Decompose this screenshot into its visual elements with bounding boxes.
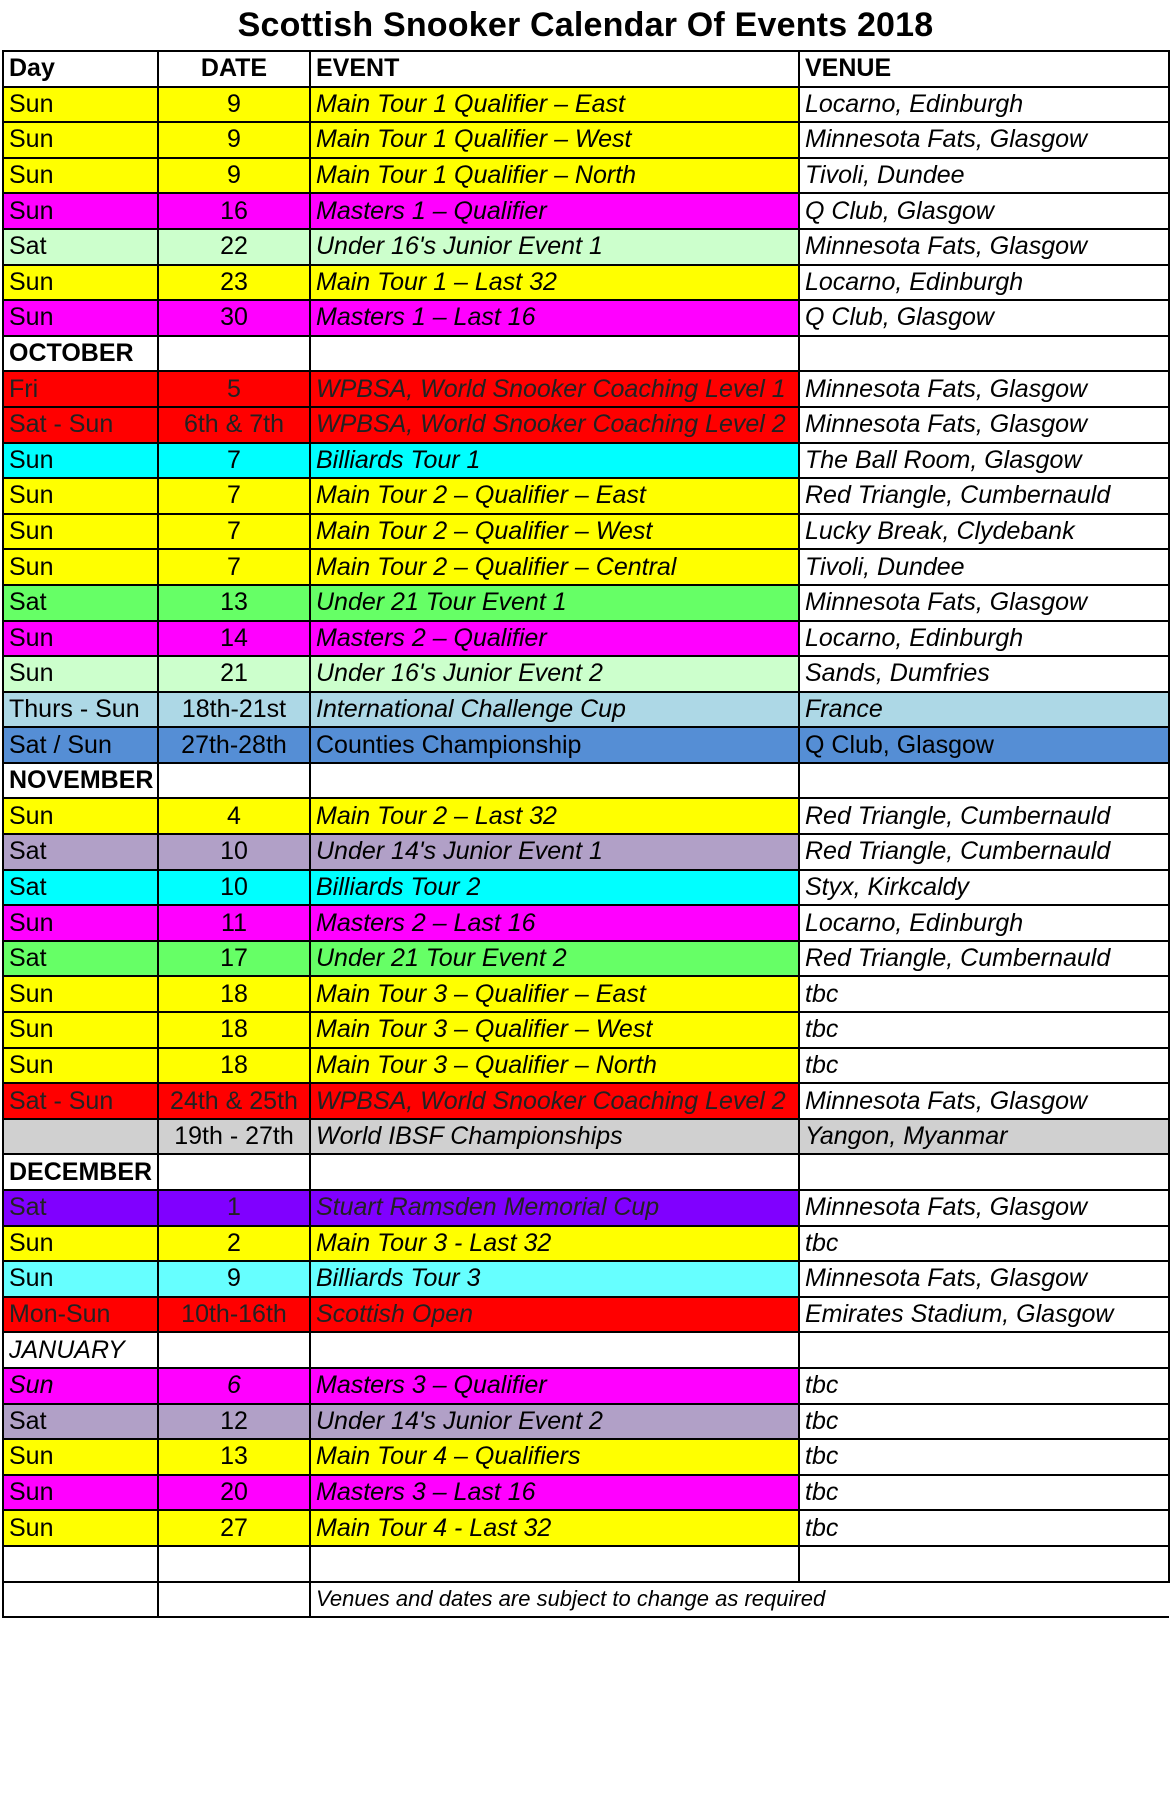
event-day: Sun xyxy=(3,976,158,1012)
event-date: 24th & 25th xyxy=(158,1083,310,1119)
event-name: WPBSA, World Snooker Coaching Level 2 xyxy=(310,407,799,443)
empty-cell xyxy=(310,1546,799,1582)
footer-row xyxy=(3,1582,1169,1618)
event-name: Masters 2 – Last 16 xyxy=(310,905,799,941)
event-date: 7 xyxy=(158,478,310,514)
month-label: NOVEMBER xyxy=(3,763,158,799)
event-venue: Locarno, Edinburgh xyxy=(799,621,1169,657)
event-row xyxy=(3,834,1169,870)
month-row xyxy=(3,1154,1169,1190)
event-name: Main Tour 3 – Qualifier – North xyxy=(310,1048,799,1084)
empty-cell xyxy=(158,763,310,799)
event-venue: Minnesota Fats, Glasgow xyxy=(799,407,1169,443)
event-venue: tbc xyxy=(799,1510,1169,1546)
event-name: Main Tour 1 Qualifier – West xyxy=(310,122,799,158)
event-venue: tbc xyxy=(799,1439,1169,1475)
event-day: Sun xyxy=(3,193,158,229)
header-venue: VENUE xyxy=(799,51,1169,87)
empty-cell xyxy=(3,1582,158,1618)
event-row xyxy=(3,1404,1169,1440)
event-day xyxy=(3,1119,158,1155)
event-row xyxy=(3,1510,1169,1546)
event-name: Main Tour 2 – Qualifier – Central xyxy=(310,549,799,585)
month-label: OCTOBER xyxy=(3,336,158,372)
event-name: Masters 3 – Last 16 xyxy=(310,1475,799,1511)
event-date: 1 xyxy=(158,1190,310,1226)
event-day: Sun xyxy=(3,87,158,123)
event-day: Sun xyxy=(3,1012,158,1048)
event-day: Sun xyxy=(3,514,158,550)
event-date: 10th-16th xyxy=(158,1297,310,1333)
event-name: Main Tour 2 – Last 32 xyxy=(310,798,799,834)
empty-cell xyxy=(799,336,1169,372)
event-row xyxy=(3,1368,1169,1404)
event-date: 27 xyxy=(158,1510,310,1546)
event-row xyxy=(3,727,1169,763)
event-date: 7 xyxy=(158,514,310,550)
event-venue: Emirates Stadium, Glasgow xyxy=(799,1297,1169,1333)
event-day: Sat - Sun xyxy=(3,407,158,443)
event-row xyxy=(3,229,1169,265)
event-name: Masters 1 – Qualifier xyxy=(310,193,799,229)
event-row xyxy=(3,1261,1169,1297)
month-label: DECEMBER xyxy=(3,1154,158,1190)
event-day: Mon-Sun xyxy=(3,1297,158,1333)
event-date: 13 xyxy=(158,1439,310,1475)
event-row xyxy=(3,941,1169,977)
event-row xyxy=(3,443,1169,479)
month-row xyxy=(3,1332,1169,1368)
event-row xyxy=(3,193,1169,229)
event-date: 9 xyxy=(158,87,310,123)
event-row xyxy=(3,1297,1169,1333)
event-day: Sun xyxy=(3,621,158,657)
event-venue: tbc xyxy=(799,1404,1169,1440)
event-date: 12 xyxy=(158,1404,310,1440)
event-date: 2 xyxy=(158,1226,310,1262)
event-day: Sat - Sun xyxy=(3,1083,158,1119)
events-table xyxy=(2,50,1170,1618)
empty-cell xyxy=(799,763,1169,799)
event-date: 22 xyxy=(158,229,310,265)
event-venue: tbc xyxy=(799,1368,1169,1404)
empty-cell xyxy=(158,336,310,372)
empty-cell xyxy=(158,1332,310,1368)
event-row xyxy=(3,407,1169,443)
event-day: Thurs - Sun xyxy=(3,692,158,728)
event-day: Sun xyxy=(3,1439,158,1475)
event-name: Main Tour 4 - Last 32 xyxy=(310,1510,799,1546)
event-venue: Tivoli, Dundee xyxy=(799,158,1169,194)
event-name: WPBSA, World Snooker Coaching Level 1 xyxy=(310,371,799,407)
event-venue: Lucky Break, Clydebank xyxy=(799,514,1169,550)
event-venue: Q Club, Glasgow xyxy=(799,193,1169,229)
event-venue: Minnesota Fats, Glasgow xyxy=(799,229,1169,265)
event-name: Billiards Tour 1 xyxy=(310,443,799,479)
event-venue: Sands, Dumfries xyxy=(799,656,1169,692)
event-date: 18th-21st xyxy=(158,692,310,728)
event-row xyxy=(3,1226,1169,1262)
empty-cell xyxy=(799,1332,1169,1368)
event-date: 18 xyxy=(158,976,310,1012)
event-venue: Locarno, Edinburgh xyxy=(799,265,1169,301)
event-row xyxy=(3,300,1169,336)
event-date: 18 xyxy=(158,1048,310,1084)
footer-note: Venues and dates are subject to change as required xyxy=(310,1582,1169,1618)
event-day: Sun xyxy=(3,1048,158,1084)
event-date: 7 xyxy=(158,549,310,585)
event-date: 4 xyxy=(158,798,310,834)
event-date: 30 xyxy=(158,300,310,336)
event-row xyxy=(3,265,1169,301)
event-row xyxy=(3,1083,1169,1119)
event-venue: tbc xyxy=(799,1048,1169,1084)
event-date: 20 xyxy=(158,1475,310,1511)
event-venue: Locarno, Edinburgh xyxy=(799,905,1169,941)
event-day: Sat xyxy=(3,834,158,870)
event-venue: Minnesota Fats, Glasgow xyxy=(799,1190,1169,1226)
event-date: 10 xyxy=(158,870,310,906)
event-name: Under 16's Junior Event 2 xyxy=(310,656,799,692)
event-day: Sun xyxy=(3,300,158,336)
empty-cell xyxy=(799,1154,1169,1190)
event-venue: The Ball Room, Glasgow xyxy=(799,443,1169,479)
event-name: Masters 1 – Last 16 xyxy=(310,300,799,336)
event-row xyxy=(3,87,1169,123)
event-row xyxy=(3,1439,1169,1475)
event-name: International Challenge Cup xyxy=(310,692,799,728)
event-name: Under 16's Junior Event 1 xyxy=(310,229,799,265)
event-row xyxy=(3,549,1169,585)
event-day: Sun xyxy=(3,478,158,514)
event-day: Sat xyxy=(3,870,158,906)
event-name: Main Tour 3 - Last 32 xyxy=(310,1226,799,1262)
empty-cell xyxy=(158,1546,310,1582)
empty-cell xyxy=(310,1332,799,1368)
event-row xyxy=(3,1012,1169,1048)
event-date: 14 xyxy=(158,621,310,657)
table-header-row xyxy=(3,51,1169,87)
event-day: Sun xyxy=(3,1226,158,1262)
event-name: Under 21 Tour Event 2 xyxy=(310,941,799,977)
event-venue: Red Triangle, Cumbernauld xyxy=(799,478,1169,514)
event-day: Sun xyxy=(3,122,158,158)
page-title: Scottish Snooker Calendar Of Events 2018 xyxy=(237,6,934,44)
event-row xyxy=(3,1119,1169,1155)
event-name: Main Tour 3 – Qualifier – East xyxy=(310,976,799,1012)
event-date: 7 xyxy=(158,443,310,479)
event-name: Scottish Open xyxy=(310,1297,799,1333)
event-date: 17 xyxy=(158,941,310,977)
event-venue: Red Triangle, Cumbernauld xyxy=(799,798,1169,834)
event-day: Sun xyxy=(3,443,158,479)
event-venue: Minnesota Fats, Glasgow xyxy=(799,371,1169,407)
event-venue: Minnesota Fats, Glasgow xyxy=(799,1261,1169,1297)
event-date: 23 xyxy=(158,265,310,301)
event-name: Main Tour 2 – Qualifier – East xyxy=(310,478,799,514)
event-date: 16 xyxy=(158,193,310,229)
event-date: 27th-28th xyxy=(158,727,310,763)
event-date: 5 xyxy=(158,371,310,407)
event-row xyxy=(3,905,1169,941)
event-name: Main Tour 1 Qualifier – East xyxy=(310,87,799,123)
event-date: 9 xyxy=(158,158,310,194)
header-date: DATE xyxy=(158,51,310,87)
event-row xyxy=(3,656,1169,692)
event-date: 18 xyxy=(158,1012,310,1048)
event-venue: tbc xyxy=(799,1226,1169,1262)
event-date: 19th - 27th xyxy=(158,1119,310,1155)
event-row xyxy=(3,798,1169,834)
event-name: Counties Championship xyxy=(310,727,799,763)
event-day: Sun xyxy=(3,905,158,941)
empty-cell xyxy=(799,1546,1169,1582)
event-day: Sun xyxy=(3,265,158,301)
event-venue: Red Triangle, Cumbernauld xyxy=(799,941,1169,977)
empty-cell xyxy=(158,1154,310,1190)
event-venue: tbc xyxy=(799,1475,1169,1511)
event-venue: Yangon, Myanmar xyxy=(799,1119,1169,1155)
event-name: Main Tour 2 – Qualifier – West xyxy=(310,514,799,550)
event-name: Main Tour 3 – Qualifier – West xyxy=(310,1012,799,1048)
event-row xyxy=(3,371,1169,407)
event-venue: Minnesota Fats, Glasgow xyxy=(799,585,1169,621)
event-row xyxy=(3,514,1169,550)
event-venue: Red Triangle, Cumbernauld xyxy=(799,834,1169,870)
event-day: Sun xyxy=(3,1510,158,1546)
event-day: Sun xyxy=(3,1261,158,1297)
event-venue: Locarno, Edinburgh xyxy=(799,87,1169,123)
event-venue: tbc xyxy=(799,976,1169,1012)
empty-cell xyxy=(3,1546,158,1582)
event-day: Sun xyxy=(3,549,158,585)
event-date: 11 xyxy=(158,905,310,941)
event-name: Masters 2 – Qualifier xyxy=(310,621,799,657)
event-date: 6th & 7th xyxy=(158,407,310,443)
event-venue: Minnesota Fats, Glasgow xyxy=(799,122,1169,158)
event-row xyxy=(3,158,1169,194)
event-name: Main Tour 1 Qualifier – North xyxy=(310,158,799,194)
event-date: 9 xyxy=(158,1261,310,1297)
event-day: Sun xyxy=(3,1475,158,1511)
month-row xyxy=(3,763,1169,799)
event-venue: tbc xyxy=(799,1012,1169,1048)
blank-row xyxy=(3,1546,1169,1582)
event-row xyxy=(3,621,1169,657)
event-name: Main Tour 1 – Last 32 xyxy=(310,265,799,301)
event-venue: France xyxy=(799,692,1169,728)
event-row xyxy=(3,478,1169,514)
event-name: Under 21 Tour Event 1 xyxy=(310,585,799,621)
event-day: Fri xyxy=(3,371,158,407)
event-date: 21 xyxy=(158,656,310,692)
event-name: Masters 3 – Qualifier xyxy=(310,1368,799,1404)
event-name: Stuart Ramsden Memorial Cup xyxy=(310,1190,799,1226)
header-event: EVENT xyxy=(310,51,799,87)
event-date: 13 xyxy=(158,585,310,621)
event-date: 9 xyxy=(158,122,310,158)
event-venue: Q Club, Glasgow xyxy=(799,300,1169,336)
event-day: Sun xyxy=(3,656,158,692)
event-name: Main Tour 4 – Qualifiers xyxy=(310,1439,799,1475)
event-day: Sat xyxy=(3,229,158,265)
event-date: 6 xyxy=(158,1368,310,1404)
event-day: Sun xyxy=(3,158,158,194)
event-row xyxy=(3,870,1169,906)
event-day: Sat xyxy=(3,1190,158,1226)
event-day: Sun xyxy=(3,798,158,834)
event-row xyxy=(3,1475,1169,1511)
event-day: Sat xyxy=(3,1404,158,1440)
event-name: World IBSF Championships xyxy=(310,1119,799,1155)
event-day: Sat xyxy=(3,941,158,977)
event-venue: Q Club, Glasgow xyxy=(799,727,1169,763)
event-name: Under 14's Junior Event 1 xyxy=(310,834,799,870)
event-row xyxy=(3,692,1169,728)
event-day: Sat / Sun xyxy=(3,727,158,763)
event-row xyxy=(3,976,1169,1012)
event-row xyxy=(3,585,1169,621)
event-name: Billiards Tour 3 xyxy=(310,1261,799,1297)
event-name: Under 14's Junior Event 2 xyxy=(310,1404,799,1440)
event-name: Billiards Tour 2 xyxy=(310,870,799,906)
event-day: Sun xyxy=(3,1368,158,1404)
header-day: Day xyxy=(3,51,158,87)
event-row xyxy=(3,1048,1169,1084)
month-row xyxy=(3,336,1169,372)
event-date: 10 xyxy=(158,834,310,870)
empty-cell xyxy=(310,336,799,372)
empty-cell xyxy=(158,1582,310,1618)
empty-cell xyxy=(310,763,799,799)
event-venue: Styx, Kirkcaldy xyxy=(799,870,1169,906)
event-name: WPBSA, World Snooker Coaching Level 2 xyxy=(310,1083,799,1119)
empty-cell xyxy=(310,1154,799,1190)
event-day: Sat xyxy=(3,585,158,621)
event-venue: Tivoli, Dundee xyxy=(799,549,1169,585)
month-label: JANUARY xyxy=(3,1332,158,1368)
event-venue: Minnesota Fats, Glasgow xyxy=(799,1083,1169,1119)
events-table-body xyxy=(3,51,1169,1617)
event-row xyxy=(3,1190,1169,1226)
event-row xyxy=(3,122,1169,158)
